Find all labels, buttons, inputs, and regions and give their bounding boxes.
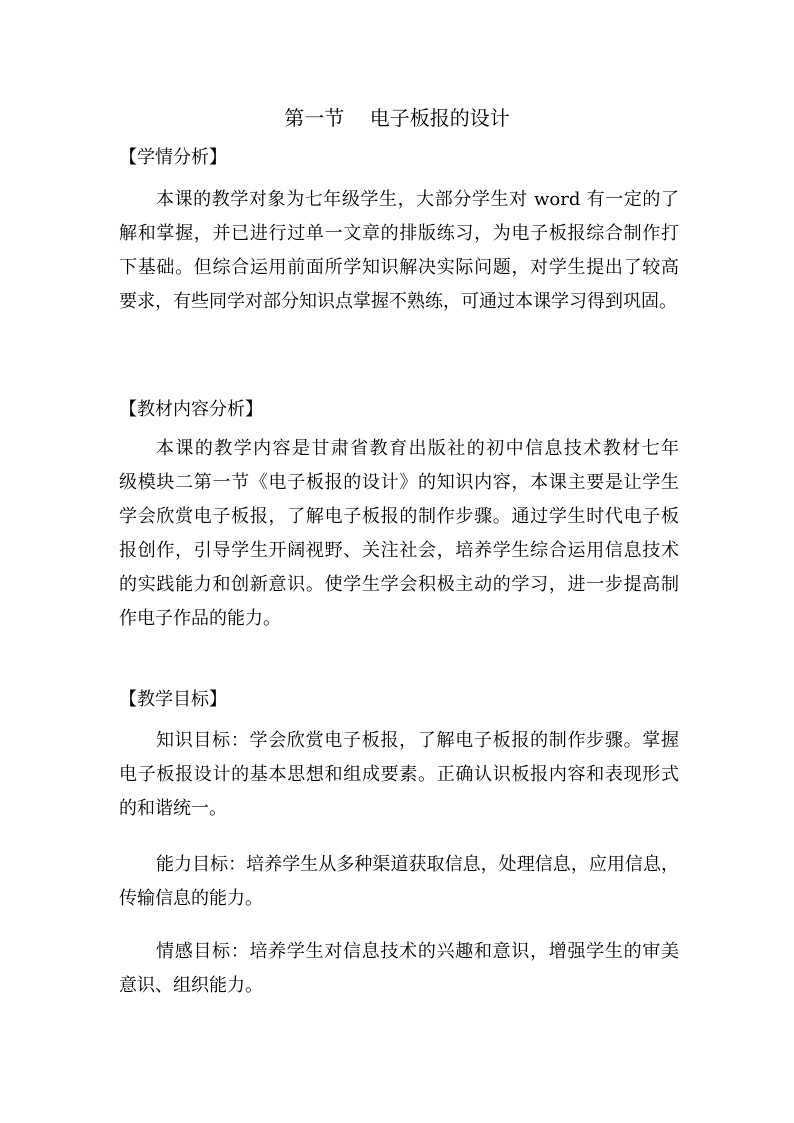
text-line: 作电子作品的能力。	[119, 608, 281, 629]
text-line: 解和掌握，并已进行过单一文章的排版练习，为电子板报综合制作打	[119, 223, 679, 244]
page-title: 第一节 电子板报的设计	[284, 106, 510, 130]
paragraph-ability-goal	[119, 853, 679, 921]
text-line: 下基础。但综合运用前面所学知识解决实际问题，对学生提出了较高	[119, 257, 679, 278]
section-heading-material-analysis: 【教材内容分析】	[119, 399, 263, 420]
paragraph-emotion-goal	[119, 940, 679, 1008]
text-line: 传输信息的能力。	[119, 888, 263, 909]
section-heading-teaching-goals: 【教学目标】	[119, 689, 227, 710]
text-line: 报创作，引导学生开阔视野、关注社会，培养学生综合运用信息技术	[119, 540, 679, 561]
text-line: 意识、组织能力。	[119, 975, 263, 996]
paragraph-knowledge-goal	[119, 729, 679, 831]
text-line: 要求，有些同学对部分知识点掌握不熟练，可通过本课学习得到巩固。	[119, 291, 677, 312]
paragraph-student-analysis	[119, 188, 679, 324]
text-line: 本课的教学内容是甘肃省教育出版社的初中信息技术教材七年	[156, 438, 679, 459]
text-line: 的和谐统一。	[119, 798, 227, 819]
text-line: 级模块二第一节《电子板报的设计》的知识内容，本课主要是让学生	[119, 472, 679, 493]
paragraph-material-analysis	[119, 437, 679, 641]
text-line: 学会欣赏电子板报，了解电子板报的制作步骤。通过学生时代电子板	[119, 506, 679, 527]
text-line: 的实践能力和创新意识。使学生学会积极主动的学习，进一步提高制	[119, 574, 679, 595]
section-heading-student-analysis: 【学情分析】	[119, 147, 227, 168]
text-line: 知识目标：学会欣赏电子板报，了解电子板报的制作步骤。掌握	[156, 730, 679, 751]
text-line: 能力目标：培养学生从多种渠道获取信息，处理信息，应用信息，	[156, 854, 679, 875]
text-line: 本课的教学对象为七年级学生，大部分学生对 word 有一定的了	[156, 189, 679, 210]
text-line: 电子板报设计的基本思想和组成要素。正确认识板报内容和表现形式	[119, 764, 679, 785]
text-line: 情感目标：培养学生对信息技术的兴趣和意识，增强学生的审美	[156, 941, 679, 962]
